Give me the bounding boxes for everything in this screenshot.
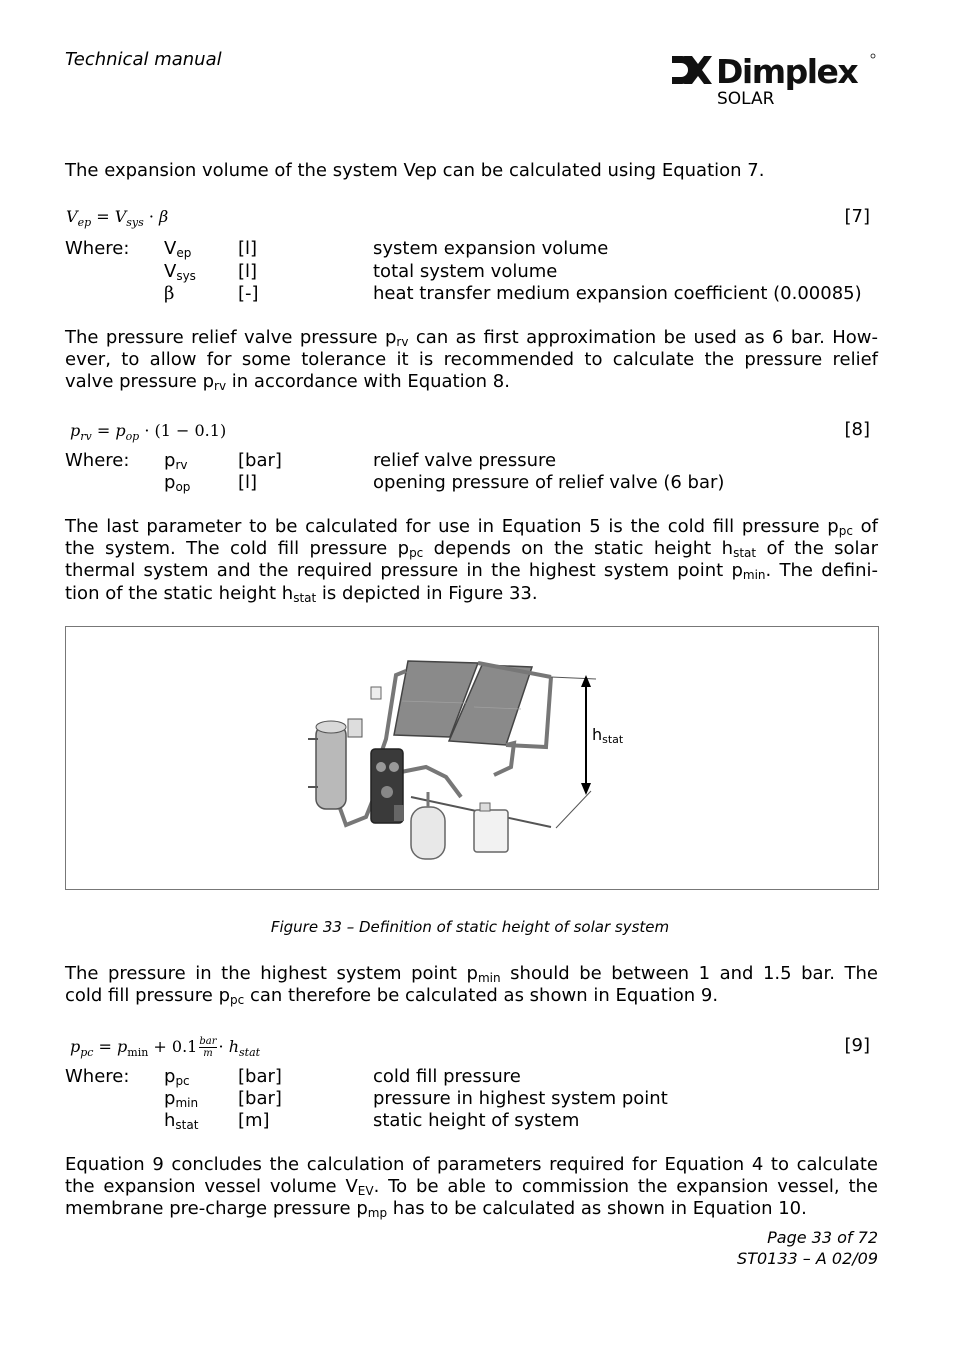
header-title: Technical manual — [65, 49, 222, 70]
where9-sym-1: $p_{min}$ — [164, 1088, 199, 1110]
where7-sym-2: β — [164, 283, 175, 304]
equation-9: $p_{pc} = p_{min} + 0.1$ bar m · $h_{stat}$ — [70, 1036, 261, 1059]
dimplex-logo-icon — [670, 48, 880, 92]
where-label-8: Where: — [65, 450, 130, 471]
equation-8: $p_{rv} = p_{op} \cdot (1 - 0.1)$ — [70, 421, 227, 443]
where7-unit-1: [l] — [238, 261, 258, 282]
brand-name: Dimplex — [716, 52, 858, 91]
where-label-9: Where: — [65, 1066, 130, 1087]
equation-7-number: [7] — [844, 206, 870, 227]
where7-desc-2: heat transfer medium expansion coefficient (0.00085) — [373, 283, 862, 304]
where9-desc-2: static height of system — [373, 1110, 580, 1131]
brand-logo — [670, 48, 880, 97]
where9-unit-1: [bar] — [238, 1088, 282, 1109]
where8-unit-0: [bar] — [238, 450, 282, 471]
solar-system-illustration — [66, 627, 877, 888]
paragraph-2: The pressure relief valve pressure $p_{rv}$ can as first approximation be used as 6 bar. How- ever, to allow for some tolerance it is recommended to calculate the pressure relief valve pressure $p_{rv}$ in accordance with Equation 8. — [65, 327, 878, 394]
where7-sym-1: $V_{sys}$ — [164, 261, 196, 283]
document-id: ST0133 – A 02/09 — [737, 1249, 878, 1268]
where8-unit-1: [l] — [238, 472, 258, 493]
where7-sym-0: $V_{ep}$ — [164, 238, 192, 260]
figure-caption: Figure 33 – Definition of static height of solar system — [270, 918, 670, 936]
where8-sym-0: $p_{rv}$ — [164, 450, 188, 472]
where7-unit-2: [-] — [238, 283, 259, 304]
page-number: Page 33 of 72 — [767, 1228, 878, 1247]
where8-sym-1: $p_{op}$ — [164, 472, 191, 494]
where9-unit-0: [bar] — [238, 1066, 282, 1087]
where8-desc-1: opening pressure of relief valve (6 bar) — [373, 472, 725, 493]
where9-sym-2: $h_{stat}$ — [164, 1110, 199, 1132]
where9-unit-2: [m] — [238, 1110, 270, 1131]
equation-8-number: [8] — [844, 419, 870, 440]
static-height-label: $h_{stat}$ — [592, 725, 624, 746]
where9-desc-0: cold fill pressure — [373, 1066, 521, 1087]
where8-desc-0: relief valve pressure — [373, 450, 557, 471]
where7-unit-0: [l] — [238, 238, 258, 259]
where9-sym-0: $p_{pc}$ — [164, 1066, 190, 1088]
equation-9-number: [9] — [844, 1035, 870, 1056]
figure-33 — [65, 626, 879, 890]
where7-desc-0: system expansion volume — [373, 238, 609, 259]
paragraph-4: The pressure in the highest system point $p_{min}$ should be between 1 and 1.5 bar. The cold fill pressure $p_{pc}$ can therefore be calculated as shown in Equation 9. — [65, 963, 879, 1008]
paragraph-3: The last parameter to be calculated for use in Equation 5 is the cold fill pressure $p_{pc}$ of the system. The cold fill pressure $p_{pc}$ depends on the static height $h_{stat}$ of the solar thermal system and the required pressure in the highest system point $p_{min}$. The defini- tion of the static height $h_{stat}$ is depicted in Figure 33. — [65, 516, 878, 605]
where7-desc-1: total system volume — [373, 261, 558, 282]
equation-7: $V_{ep} = V_{sys} \cdot \beta$ — [66, 207, 169, 229]
paragraph-5: Equation 9 concludes the calculation of parameters required for Equation 4 to calculate the expansion vessel volume $V_{EV}$. To be able to commission the expansion vessel, the membrane pre-charge pressure $p_{mp}$ has to be calculated as shown in Equation 10. — [65, 1154, 878, 1221]
brand-subtitle: SOLAR — [717, 89, 775, 109]
where9-desc-1: pressure in highest system point — [373, 1088, 668, 1109]
where-label-7: Where: — [65, 238, 130, 259]
paragraph-1: The expansion volume of the system Vep can be calculated using Equation 7. — [65, 160, 765, 181]
